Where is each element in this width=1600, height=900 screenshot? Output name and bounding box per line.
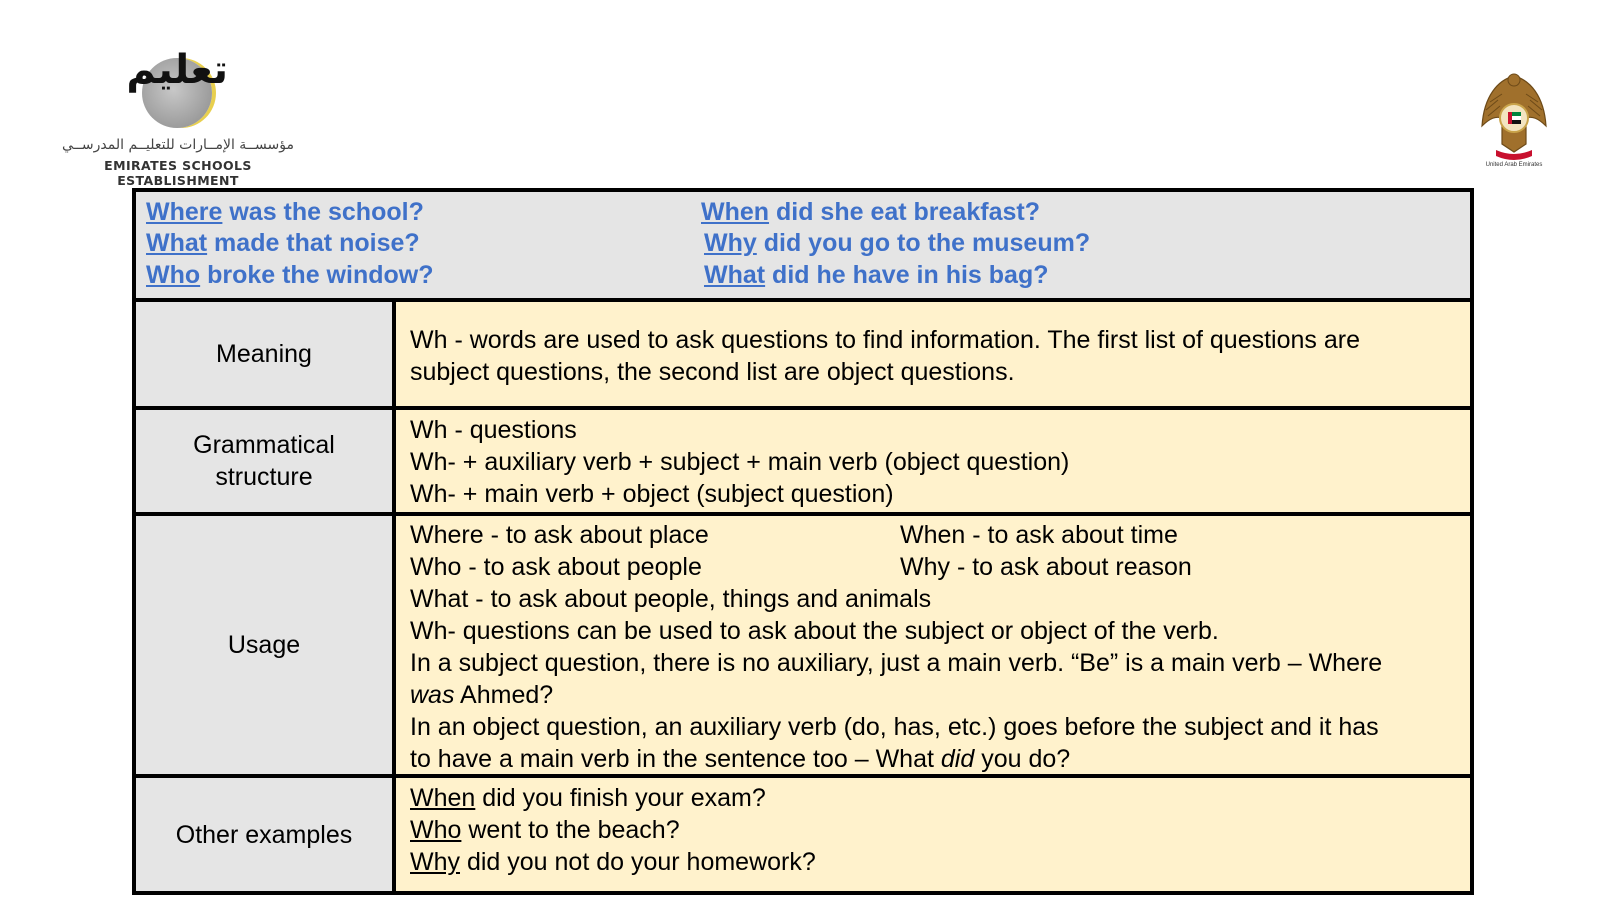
content-line: In an object question, an auxiliary verb (do, has, etc.) goes before the subject and it has	[410, 713, 1379, 741]
example-question: Who broke the window?	[146, 261, 434, 289]
content-line: Who - to ask about people Why - to ask about reason	[410, 553, 1192, 581]
row-meaning	[136, 302, 1470, 410]
wh-questions-sheet	[132, 188, 1474, 895]
content-line: What - to ask about people, things and animals	[410, 585, 932, 613]
logo-arabic-name: مؤسســة الإمــارات للتعليــم المدرســي	[62, 137, 294, 153]
emblem-caption: United Arab Emirates	[1485, 162, 1543, 168]
row-grammatical-structure	[136, 410, 1470, 516]
content-line: Wh- + main verb + object (subject question)	[410, 480, 894, 508]
row-label: Grammatical structure	[136, 410, 396, 512]
uae-emblem-icon	[1476, 66, 1552, 176]
content-line: was Ahmed?	[410, 681, 554, 709]
logo-arabic-mark: تعليم	[126, 47, 228, 93]
example-question: Why did you go to the museum?	[704, 229, 1091, 257]
row-other-examples	[136, 778, 1470, 891]
logo-english-name: EMIRATES SCHOOLS ESTABLISHMENT	[104, 158, 252, 188]
row-content	[396, 302, 1470, 406]
content-line: Wh- + auxiliary verb + subject + main verb (object question)	[410, 448, 1070, 476]
row-content	[396, 410, 1470, 512]
row-label: Meaning	[136, 302, 396, 406]
example-questions	[136, 192, 1470, 302]
row-content	[396, 778, 1470, 891]
content-line: Where - to ask about place When - to ask about time	[410, 521, 1178, 549]
content-line: Why did you not do your homework?	[410, 848, 816, 876]
content-line: Wh - questions	[410, 416, 577, 444]
content-line: When did you finish your exam?	[410, 784, 766, 812]
row-label: Usage	[136, 516, 396, 774]
row-label: Other examples	[136, 778, 396, 891]
content-line: subject questions, the second list are object questions.	[410, 358, 1015, 386]
content-line: Who went to the beach?	[410, 816, 680, 844]
example-question: When did she eat breakfast?	[701, 198, 1040, 226]
content-line: Wh - words are used to ask questions to find information. The first list of questions are	[410, 326, 1360, 354]
example-question: What did he have in his bag?	[704, 261, 1049, 289]
row-content	[396, 516, 1470, 774]
example-question: What made that noise?	[146, 229, 420, 257]
content-line: In a subject question, there is no auxiliary, just a main verb. “Be” is a main verb – Where	[410, 649, 1383, 677]
content-line: to have a main verb in the sentence too – What did you do?	[410, 745, 1071, 773]
row-usage	[136, 516, 1470, 778]
emirates-schools-logo	[52, 46, 312, 188]
content-line: Wh- questions can be used to ask about the subject or object of the verb.	[410, 617, 1219, 645]
example-question: Where was the school?	[146, 198, 424, 226]
